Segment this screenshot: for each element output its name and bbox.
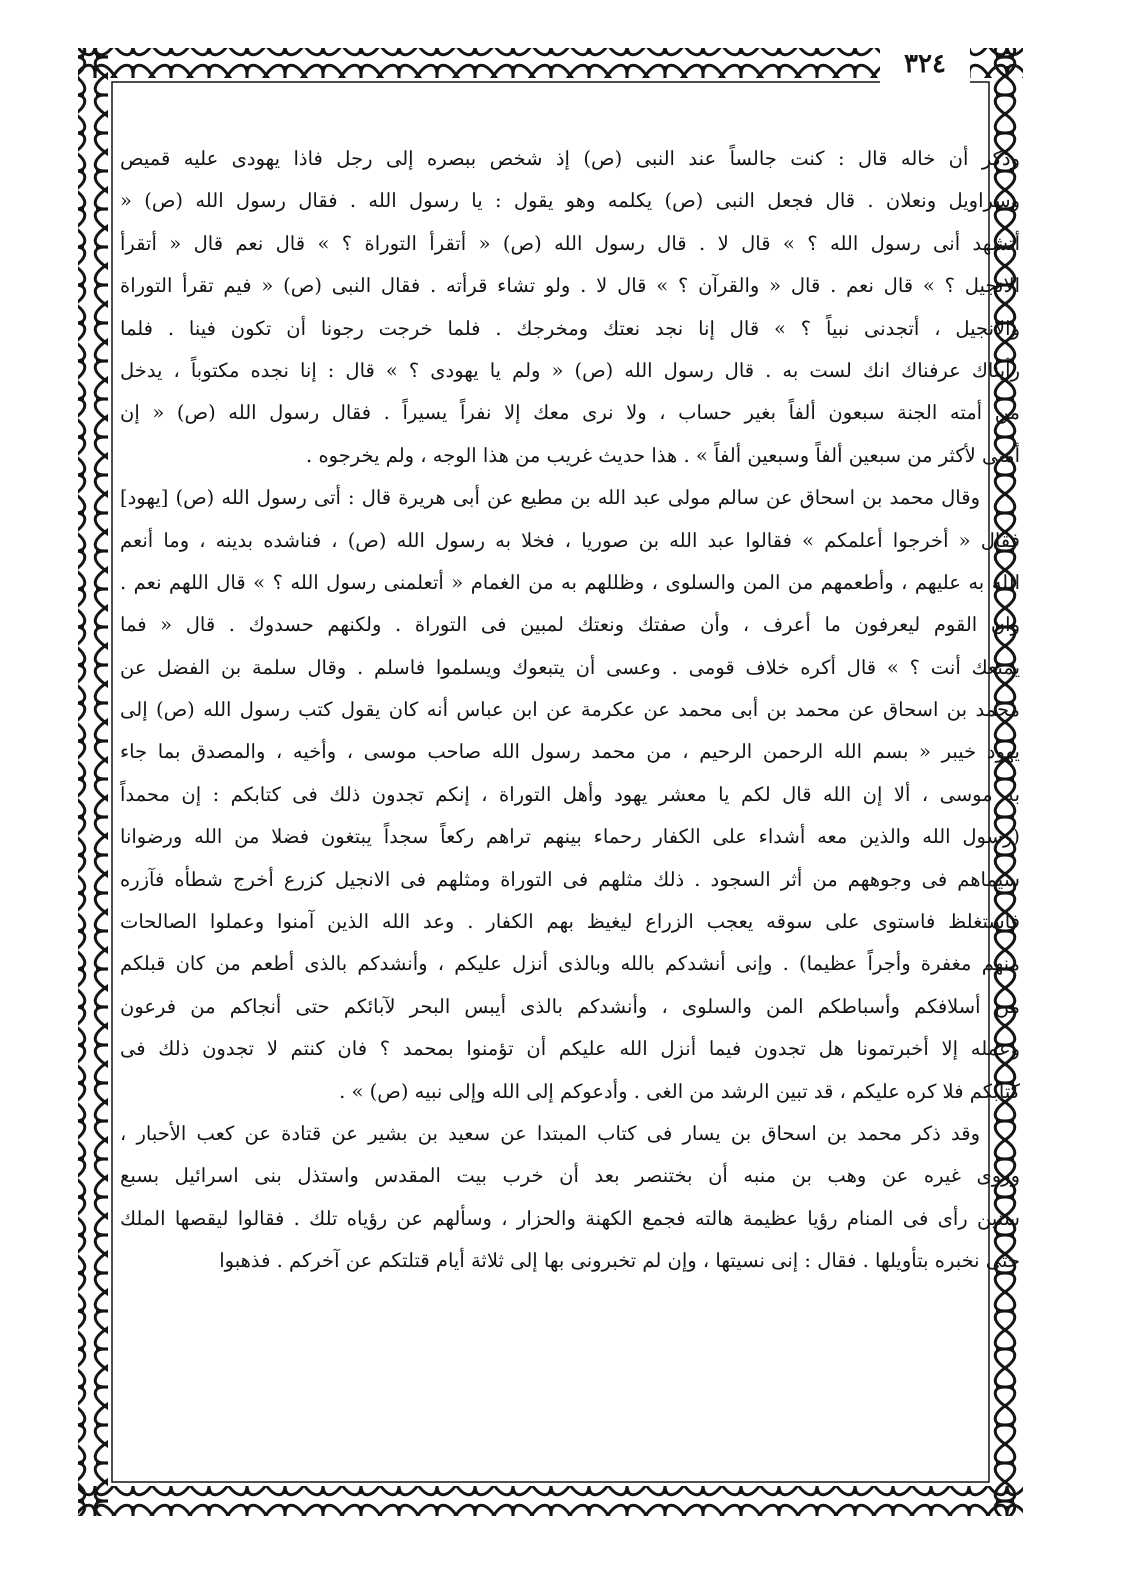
- text-line: وسراويل ونعلان . قال فجعل النبى (ص) يكلمه وهو يقول : يا رسول الله . فقال رسول الله (ص) «: [120, 189, 1020, 213]
- text-line: حتى نخبره بتأويلها . فقال : إنى نسيتها ، وإن لم تخبرونى بها إلى ثلاثة أيام قتلتكم عن آخركم . فذهبوا: [219, 1249, 1020, 1273]
- text-line: وعمله إلا أخبرتمونا هل تجدون فيما أنزل الله عليكم أن تؤمنوا بمحمد ؟ فان كنتم لا تجدون ذلك فى: [120, 1037, 1020, 1061]
- text-line: سنين رأى فى المنام رؤيا عظيمة هالته فجمع الكهنة والحزار ، وسألهم عن رؤياه تلك . فقالوا ليقصها الملك: [120, 1206, 1020, 1230]
- text-line: رأيناك عرفناك انك لست به . قال رسول الله (ص) « ولم يا يهودى ؟ » قال : إنا نجده مكتوباً ، يدخل: [120, 358, 1020, 382]
- text-line: وان القوم ليعرفون ما أعرف ، وأن صفتك ونعتك لمبين فى التوراة . ولكنهم حسدوك . قال « فما: [120, 613, 1020, 637]
- text-line: والانجيل ، أتجدنى نبياً ؟ » قال إنا نجد نعتك ومخرجك . فلما خرجت رجونا أن تكون فينا . فلما: [120, 316, 1020, 340]
- text-line: وذكر أن خاله قال : كنت جالساً عند النبى (ص) إذ شخص ببصره إلى رجل فاذا يهودى عليه قميص: [120, 147, 1020, 170]
- text-line: يهود خيبر « بسم الله الرحمن الرحيم ، من محمد رسول الله صاحب موسى ، وأخيه ، والمصدق بما جاء: [120, 740, 1020, 764]
- text-line: فقال « أخرجوا أعلمكم » فقالوا عبد الله بن صوريا ، فخلا به رسول الله (ص) ، فناشده بدينه ، وما أنعم: [120, 528, 1020, 552]
- text-line: فاستغلظ فاستوى على سوقه يعجب الزراع ليغيظ بهم الكفار . وعد الله الذين آمنوا وعملوا الصالحات: [120, 910, 1020, 934]
- text-line: من أسلافكم وأسباطكم المن والسلوى ، وأنشدكم بالذى أيبس البحر لآبائكم حتى أنجاكم من فرعون: [120, 994, 1020, 1018]
- text-line: به موسى ، ألا إن الله قال لكم يا معشر يهود وأهل التوراة ، إنكم تجدون ذلك فى كتابكم : إن محمداً: [120, 782, 1020, 806]
- text-line: يمنعك أنت ؟ » قال أكره خلاف قومى . وعسى أن يتبعوك ويسلموا فاسلم . وقال سلمة بن الفضل عن: [120, 655, 1020, 679]
- body-text: [120, 138, 1020, 1468]
- text-line: وروى غيره عن وهب بن منبه أن بختنصر بعد أن خرب بيت المقدس واستذل بنى اسرائيل بسبع: [120, 1164, 1020, 1188]
- text-line: (رسول الله والذين معه أشداء على الكفار رحماء بينهم تراهم ركعاً سجداً يبتغون فضلا من الله ورضوانا: [120, 825, 1020, 849]
- text-line: محمد بن اسحاق عن محمد بن أبى محمد عن عكرمة عن ابن عباس أنه كان يقول كتب رسول الله (ص) إلى: [120, 698, 1020, 722]
- text-line: أتشهد أنى رسول الله ؟ » قال لا . قال رسول الله (ص) « أتقرأ التوراة ؟ » قال نعم قال « أتقرأ: [120, 231, 1020, 255]
- text-line: كتابكم فلا كره عليكم ، قد تبين الرشد من الغى . وأدعوكم إلى الله وإلى نبيه (ص) » .: [339, 1079, 1020, 1103]
- text-line: وقال محمد بن اسحاق عن سالم مولى عبد الله بن مطيع عن أبى هريرة قال : أتى رسول الله (ص) [يهود]: [120, 486, 980, 510]
- text-line: سيماهم فى وجوههم من أثر السجود . ذلك مثلهم فى التوراة ومثلهم فى الانجيل كزرع أخرج شطأه فآزره: [120, 867, 1020, 891]
- text-line: من أمته الجنة سبعون ألفاً بغير حساب ، ولا نرى معك إلا نفراً يسيراً . فقال رسول الله (ص) « إن: [120, 401, 1020, 425]
- text-line: وقد ذكر محمد بن اسحاق بن يسار فى كتاب المبتدا عن سعيد بن بشير عن قتادة عن كعب الأحبار ،: [120, 1121, 980, 1145]
- page-number: ٣٢٤: [880, 44, 970, 84]
- text-line: الانجيل ؟ » قال نعم . قال « والقرآن ؟ » قال لا . ولو تشاء قرأته . فقال النبى (ص) « فيم تقرأ التوراة: [120, 274, 1020, 298]
- text-line: أمتى لأكثر من سبعين ألفاً وسبعين ألفاً » . هذا حديث غريب من هذا الوجه ، ولم يخرجوه .: [306, 443, 1020, 467]
- text-line: الله به عليهم ، وأطعمهم من المن والسلوى ، وظللهم به من الغمام « أتعلمنى رسول الله ؟ » قال اللهم نعم .: [120, 570, 1020, 594]
- text-line: منهم مغفرة وأجراً عظيما) . وإنى أنشدكم بالله وبالذى أنزل عليكم ، وأنشدكم بالذى أطعم من كان قبلكم: [120, 952, 1020, 976]
